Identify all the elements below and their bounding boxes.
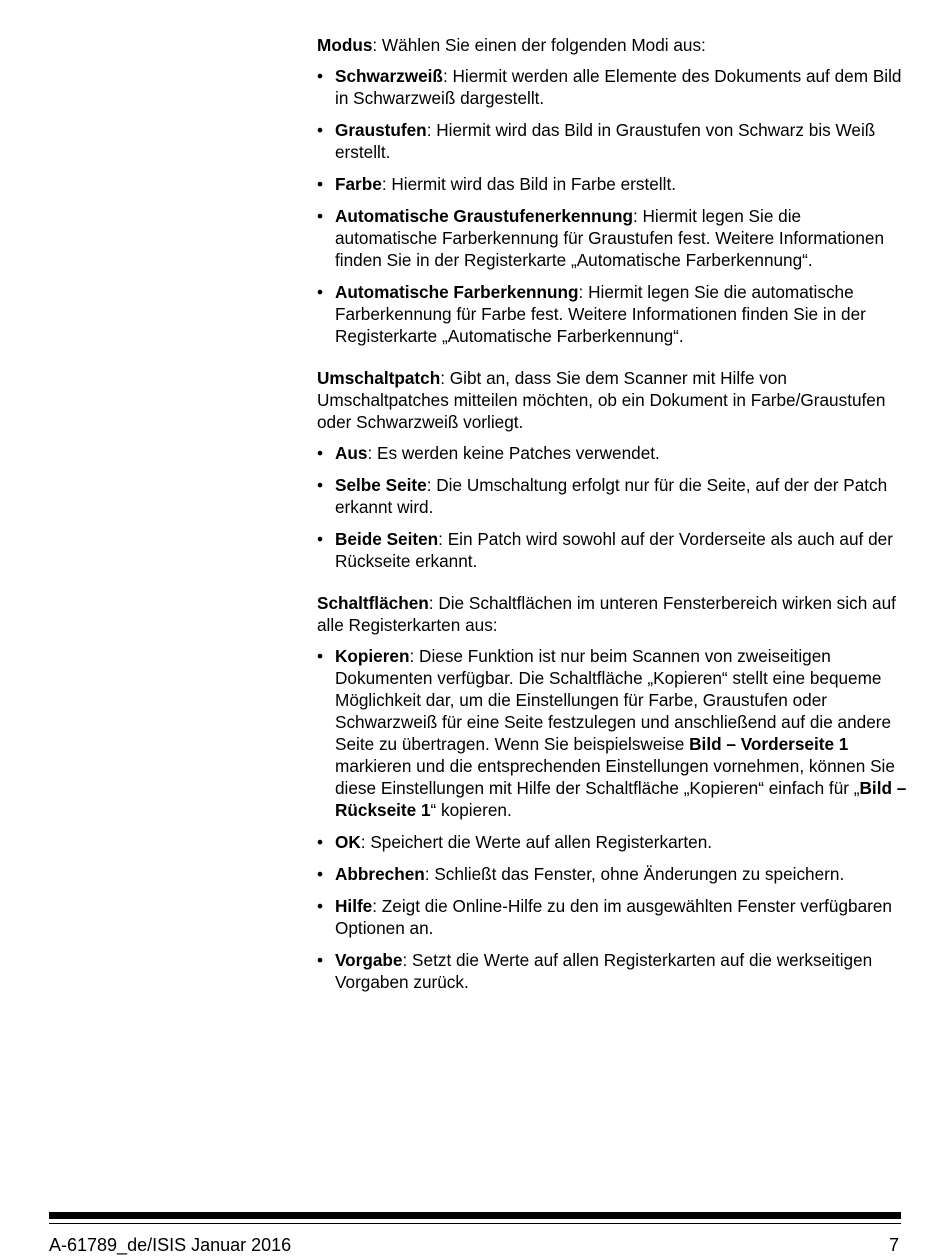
list-item (317, 442, 907, 464)
intro-text: : Die Schaltflächen im unteren Fensterbereich wirken sich auf alle Registerkarten aus: (317, 593, 896, 635)
item-term: Beide Seiten (335, 529, 439, 549)
item-term: OK (335, 832, 361, 852)
item-text: : Ein Patch wird sowohl auf der Vorderseite als auch auf der Rückseite erkannt. (335, 529, 893, 571)
item-term: Farbe (335, 174, 382, 194)
list-item (317, 281, 907, 347)
section-intro (317, 367, 907, 433)
item-term: Schwarzweiß (335, 66, 443, 86)
list-item (317, 831, 907, 853)
bullet-list (317, 442, 907, 572)
intro-text: : Wählen Sie einen der folgenden Modi aus: (372, 35, 706, 55)
item-term: Abbrechen (335, 864, 425, 884)
list-item (317, 474, 907, 518)
section-heading: Schaltflächen (317, 593, 429, 613)
item-text: : Hiermit legen Sie die automatische Farberkennung für Farbe fest. Weitere Informationen finden Sie in der Registerkarte „Automatische Farberkennung“. (335, 282, 866, 346)
item-term: Automatische Farberkennung (335, 282, 579, 302)
item-text: : Zeigt die Online-Hilfe zu den im ausgewählten Fenster verfügbaren Optionen an. (335, 896, 892, 938)
item-text: : Speichert die Werte auf allen Registerkarten. (360, 832, 713, 852)
section-intro (317, 592, 907, 636)
item-term: Vorgabe (335, 950, 403, 970)
item-term: Hilfe (335, 896, 373, 916)
section-schaltflaechen (317, 592, 907, 993)
item-emphasis: Bild – Rückseite 1 (335, 778, 907, 820)
item-text: : Schließt das Fenster, ohne Änderungen zu speichern. (424, 864, 845, 884)
item-term: Kopieren (335, 646, 410, 666)
footer-page-number: 7 (888, 1235, 899, 1255)
list-item (317, 173, 907, 195)
list-item (317, 895, 907, 939)
bullet-list (317, 645, 907, 993)
list-item (317, 119, 907, 163)
list-item (317, 65, 907, 109)
item-term: Aus (335, 443, 368, 463)
section-modus (317, 34, 907, 347)
footer-rule-thick (49, 1212, 901, 1219)
footer-doc-id: A-61789_de/ISIS Januar 2016 (49, 1235, 292, 1255)
section-intro (317, 34, 907, 56)
intro-text: : Gibt an, dass Sie dem Scanner mit Hilfe von Umschaltpatches mitteilen möchten, ob ein Dokument in Farbe/Graustufen oder Schwarzweiß vorliegt. (317, 368, 886, 432)
item-text: : Es werden keine Patches verwendet. (367, 443, 660, 463)
item-text: : Hiermit wird das Bild in Farbe erstellt. (381, 174, 676, 194)
bullet-list (317, 65, 907, 347)
item-text: : Hiermit legen Sie die automatische Farberkennung für Graustufen fest. Weitere Informationen finden Sie in der Registerkarte „Automatische Farberkennung“. (335, 206, 885, 270)
item-term: Selbe Seite (335, 475, 427, 495)
item-term: Graustufen (335, 120, 427, 140)
list-item (317, 645, 907, 821)
list-item (317, 205, 907, 271)
footer-rule-thin (49, 1223, 901, 1224)
item-emphasis: Bild – Vorderseite 1 (689, 734, 849, 754)
list-item (317, 949, 907, 993)
item-term: Automatische Graustufenerkennung (335, 206, 633, 226)
list-item (317, 528, 907, 572)
section-umschaltpatch (317, 367, 907, 572)
item-text: : Hiermit wird das Bild in Graustufen von Schwarz bis Weiß erstellt. (335, 120, 876, 162)
item-text: : Setzt die Werte auf allen Registerkarten auf die werkseitigen Vorgaben zurück. (335, 950, 873, 992)
item-text: markieren und die entsprechenden Einstellungen vornehmen, können Sie diese Einstellungen mit Hilfe der Schaltfläche „Kopieren“ einfach für „ (335, 756, 895, 798)
section-heading: Modus (317, 35, 373, 55)
list-item (317, 863, 907, 885)
section-heading: Umschaltpatch (317, 368, 441, 388)
item-text: : Diese Funktion ist nur beim Scannen von zweiseitigen Dokumenten verfügbar. Die Schaltfläche „Kopieren“ stellt eine bequeme Möglichkeit dar, um die Einstellungen für Farbe, Graustufen oder Schwarzweiß für eine Seite festzulegen und anschließend auf die andere Seite zu übertragen. Wenn Sie beispielsweise (335, 646, 892, 754)
item-text: : Hiermit werden alle Elemente des Dokuments auf dem Bild in Schwarzweiß dargestellt. (335, 66, 902, 108)
item-text: “ kopieren. (430, 800, 512, 820)
page-content (317, 34, 907, 1003)
item-text: : Die Umschaltung erfolgt nur für die Seite, auf der der Patch erkannt wird. (335, 475, 888, 517)
